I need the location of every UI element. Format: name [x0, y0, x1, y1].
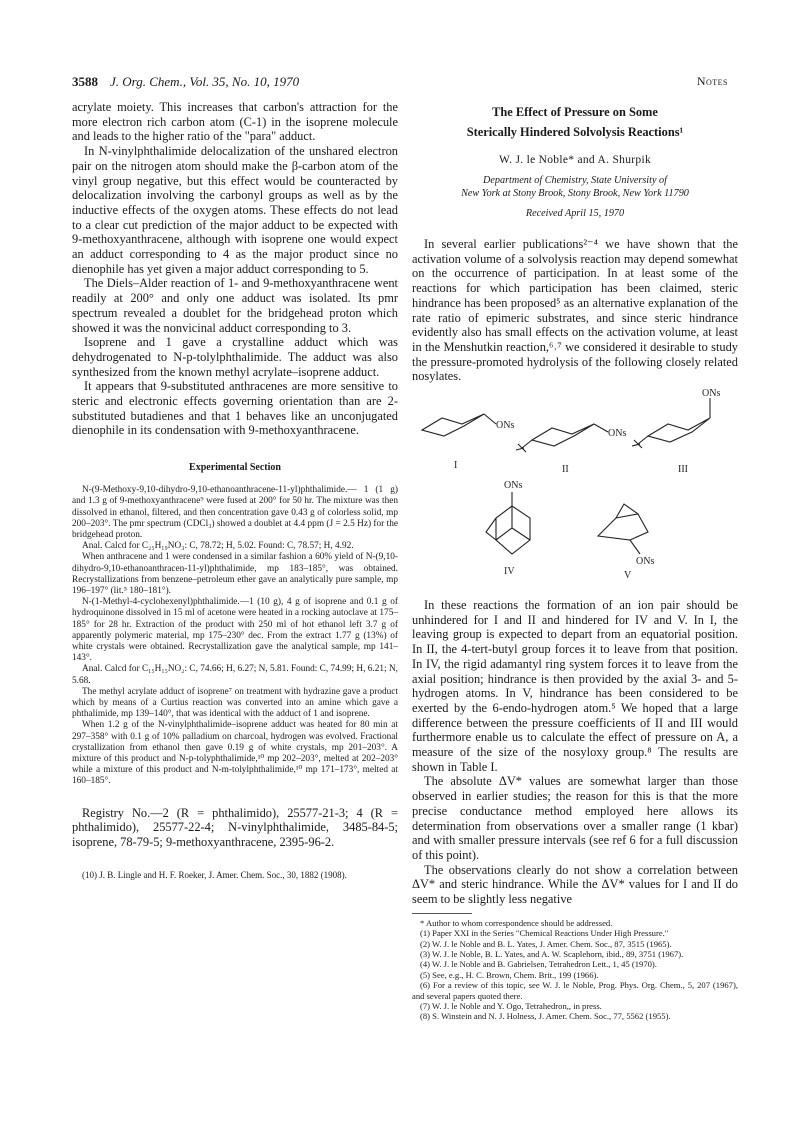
left-column — [72, 100, 398, 881]
affiliation — [412, 174, 738, 200]
label-I: I — [454, 460, 458, 472]
footnote: (5) See, e.g., H. C. Brown, Chem. Brit., 199 (1966). — [420, 969, 599, 980]
paragraph: The observations clearly do not show a correlation between ΔV* and steric hindrance. While the ΔV* values for I and II do seem to be slightly less negative — [412, 862, 738, 907]
structure-I — [422, 414, 514, 471]
footnote: (6) For a review of this topic, see W. J. le Noble, Prog. Phys. Org. Chem., 5, 207 (1967), and several papers quoted there. — [412, 980, 738, 1001]
affiliation-line-1: Department of Chemistry, State University of — [483, 175, 667, 186]
label-IV: IV — [504, 566, 515, 578]
page-number: 3588 — [72, 74, 98, 89]
experimental-section — [72, 485, 398, 787]
paragraph: In N-vinylphthalimide delocalization of the unshared electron pair on the nitrogen atom should make the β-carbon atom of the vinyl group negative, but this effect would be counteracted by delocalization involving the carbonyl groups as well as by the inductive effects of the oxygen atoms. These effects do not lead to a clear cut prediction of the major adduct to be expected with 9-methoxyanthracene, although with isoprene one would expect an adduct corresponding to 4 as the major product since no dienophile has yet given a major adduct corresponding to 5. — [72, 144, 398, 276]
authors: W. J. le Noble* and A. Shurpik — [499, 154, 651, 166]
label-ons: ONs — [496, 420, 515, 432]
label-ons: ONs — [504, 480, 523, 492]
paragraph: In several earlier publications²⁻⁴ we have shown that the activation volume of a solvolysis reaction may depend somewhat on the occurrence of participation. In at least some of the reactions for which participation has been claimed, steric hindrance has been proposed⁵ as an alternative explanation of the rate ratio of epimeric substrates, and since steric hindrance evidently also has small effects on the activation volume, at least in the Menshutkin reaction,⁶˒⁷ we considered it desirable to study the pressure-promoted hydrolysis of the following closely related nosylates. — [412, 237, 738, 384]
paragraph: N-(9-Methoxy-9,10-dihydro-9,10-ethanoanthracene-11-yl)phthalimide.— 1 (1 g) and 1.3 g of 9-methoxyanthracene⁹ were fused at 200° for 50 hr. The mixture was then dissolved in ethanol, filtered, and then concentration gave 0.43 g of colorless solid, mp 200–203°. The pmr spectrum (CDCl₃) showed a doublet at 4.4 ppm (J = 2.5 Hz) for the bridgehead proton. — [72, 485, 398, 540]
label-III: III — [678, 464, 688, 476]
label-ons: ONs — [702, 388, 721, 400]
label-II: II — [562, 464, 569, 476]
paragraph: acrylate moiety. This increases that carbon's attraction for the more electron rich carbon atom (C-1) in the isoprene molecule and leads to the higher ratio of the "para" adduct. — [72, 100, 398, 144]
paragraph: It appears that 9-substituted anthracenes are more sensitive to steric and electronic effects governing orientation than are 2-substituted butadienes and that 1 behaves like an unconjugated dienophile in its condensation with 9-methoxyanthracene. — [72, 379, 398, 438]
paragraph: When 1.2 g of the N-vinylphthalimide–isoprene adduct was heated for 80 min at 297–358° with 0.1 g of 10% palladium on charcoal, hydrogen was evolved. Fractional crystallization from ethanol then gave 0.19 g of white crystals, mp 201–203°. A mixture of this product and N-p-tolyphthalimide,¹⁰ mp 202–203°, melted at 202–203° while a mixture of this product and N-m-tolylphthalimide,¹⁰ mp 171–173°, melted at 160–185°. — [72, 720, 398, 787]
paragraph: Anal. Calcd for C₁₅H₁₅NO₂: C, 74.66; H, 6.27; N, 5.81. Found: C, 74.99; H, 6.21; N, 5.68. — [72, 664, 398, 686]
title-line-2: Sterically Hindered Solvolysis Reactions¹ — [466, 125, 684, 139]
footnote: (2) W. J. le Noble and B. L. Yates, J. Amer. Chem. Soc., 87, 3515 (1965). — [420, 938, 672, 949]
title-line-1: The Effect of Pressure on Some — [492, 105, 658, 119]
section-label: Notes — [696, 74, 728, 88]
reference-10: (10) J. B. Lingle and H. F. Roeker, J. Amer. Chem. Soc., 30, 1882 (1908). — [82, 869, 347, 880]
paragraph: In these reactions the formation of an ion pair should be unhindered for I and II and hindered for IV and V. In I, the leaving group is expected to depart from an equatorial position. In II, the 4-tert-butyl group forces it to leave from that position. In IV, the rigid adamantyl ring system forces it to leave from the axial position; hindrance is then provided by the axial 3- and 5-hydrogen atoms. In V, hindrance has been considered to be exerted by the 6-endo-hydrogen atom.⁵ We hoped that a large difference between the pressure coefficients of II and III would furthermore enable us to calculate the effect of pressure on A, a measure of the size of the nosyloxy group.⁸ The results are shown in Table I. — [412, 598, 738, 774]
paragraph: When anthracene and 1 were condensed in a similar fashion a 60% yield of N-(9,10-dihydro-9,10-ethanoanthracen-11-yl)phthalimide, mp 183–185°, was obtained. Recrystallizations from benzene–petroleum ether gave an analytically pure sample, mp 196–197° (lit.⁵ 180–181°). — [72, 552, 398, 596]
page-header — [72, 74, 728, 94]
structure-II — [516, 424, 626, 475]
right-column — [412, 100, 738, 1022]
structure-III — [632, 388, 720, 475]
footnote: (1) Paper XXI in the Series "Chemical Reactions Under High Pressure." — [420, 928, 669, 939]
paragraph: The absolute ΔV* values are somewhat larger than those observed in earlier studies; the reason for this is that the more precise conductance method employed here allows its determination from observations over a smaller range (1 kbar) and with smaller pressure intervals (see ref 6 for a full discussion of this point). — [412, 774, 738, 862]
paragraph: The methyl acrylate adduct of isoprene⁷ on treatment with hydrazine gave a product which by means of a Curtius reaction was converted into an amine which gave a phthalimide, mp 139–140°, that was identical with the adduct of 1 and isoprene. — [72, 686, 398, 720]
footnote: (7) W. J. le Noble and Y. Ogo, Tetrahedron,, in press. — [420, 1001, 602, 1012]
received-date: Received April 15, 1970 — [525, 208, 625, 219]
article-title — [412, 102, 738, 142]
structures-figure — [412, 388, 738, 588]
structure-IV — [486, 480, 530, 577]
registry-numbers: Registry No.—2 (R = phthalimido), 25577-21-3; 4 (R = phthalimido), 25577-22-4; N-vinylphthalimide, 3485-84-5; isoprene, 78-79-5; 9-methoxyanthracene, 2395-96-2. — [72, 805, 398, 850]
footnote: (4) W. J. le Noble and B. Gabrielsen, Tetrahedron Lett., 1, 45 (1970). — [420, 959, 657, 970]
footnotes — [412, 918, 738, 1022]
footnote: * Author to whom correspondence should be addressed. — [420, 917, 613, 928]
paragraph: Anal. Calcd for C₂₅H₁₉NO₃: C, 78.72; H, 5.02. Found: C, 78.57; H, 4.92. — [82, 541, 354, 552]
affiliation-line-2: New York at Stony Brook, Stony Brook, New York 11790 — [461, 188, 689, 199]
paragraph: N-(1-Methyl-4-cyclohexenyl)phthalimide.—1 (10 g), 4 g of isoprene and 0.1 g of hydroquinone dissolved in 15 ml of acetone were heated in a rocking autoclave at 175–185° for 28 hr. Extraction of the product with 250 ml of hot ethanol left 3.7 g of apparently polymeric material, mp 175–230° dec. From the extract 1.77 g (13%) of white crystals were obtained. Recrystallization gave the analytical sample, mp 141–143°. — [72, 597, 398, 664]
paragraph: Isoprene and 1 gave a crystalline adduct which was dehydrogenated to N-p-tolylphthalimide. The adduct was also synthesized from the known methyl acrylate–isoprene adduct. — [72, 335, 398, 379]
paragraph: The Diels–Alder reaction of 1- and 9-methoxyanthracene went readily at 200° and only one adduct was isolated. Its pmr spectrum revealed a doublet for the bridgehead proton which showed it was the nonvicinal adduct corresponding to 3. — [72, 276, 398, 335]
journal-citation: J. Org. Chem., Vol. 35, No. 10, 1970 — [110, 74, 300, 89]
label-V: V — [624, 570, 632, 582]
footnote: (3) W. J. le Noble, B. L. Yates, and A. W. Scaplehorn, ibid., 89, 3751 (1967). — [420, 949, 684, 960]
label-ons: ONs — [636, 556, 655, 568]
nosylate-structures — [412, 388, 738, 588]
footnote: (8) S. Winstein and N. J. Holness, J. Amer. Chem. Soc., 77, 5562 (1955). — [420, 1011, 671, 1022]
structure-V — [598, 504, 654, 581]
section-heading: Experimental Section — [189, 462, 281, 474]
footnote-rule — [412, 913, 472, 914]
label-ons: ONs — [608, 428, 627, 440]
